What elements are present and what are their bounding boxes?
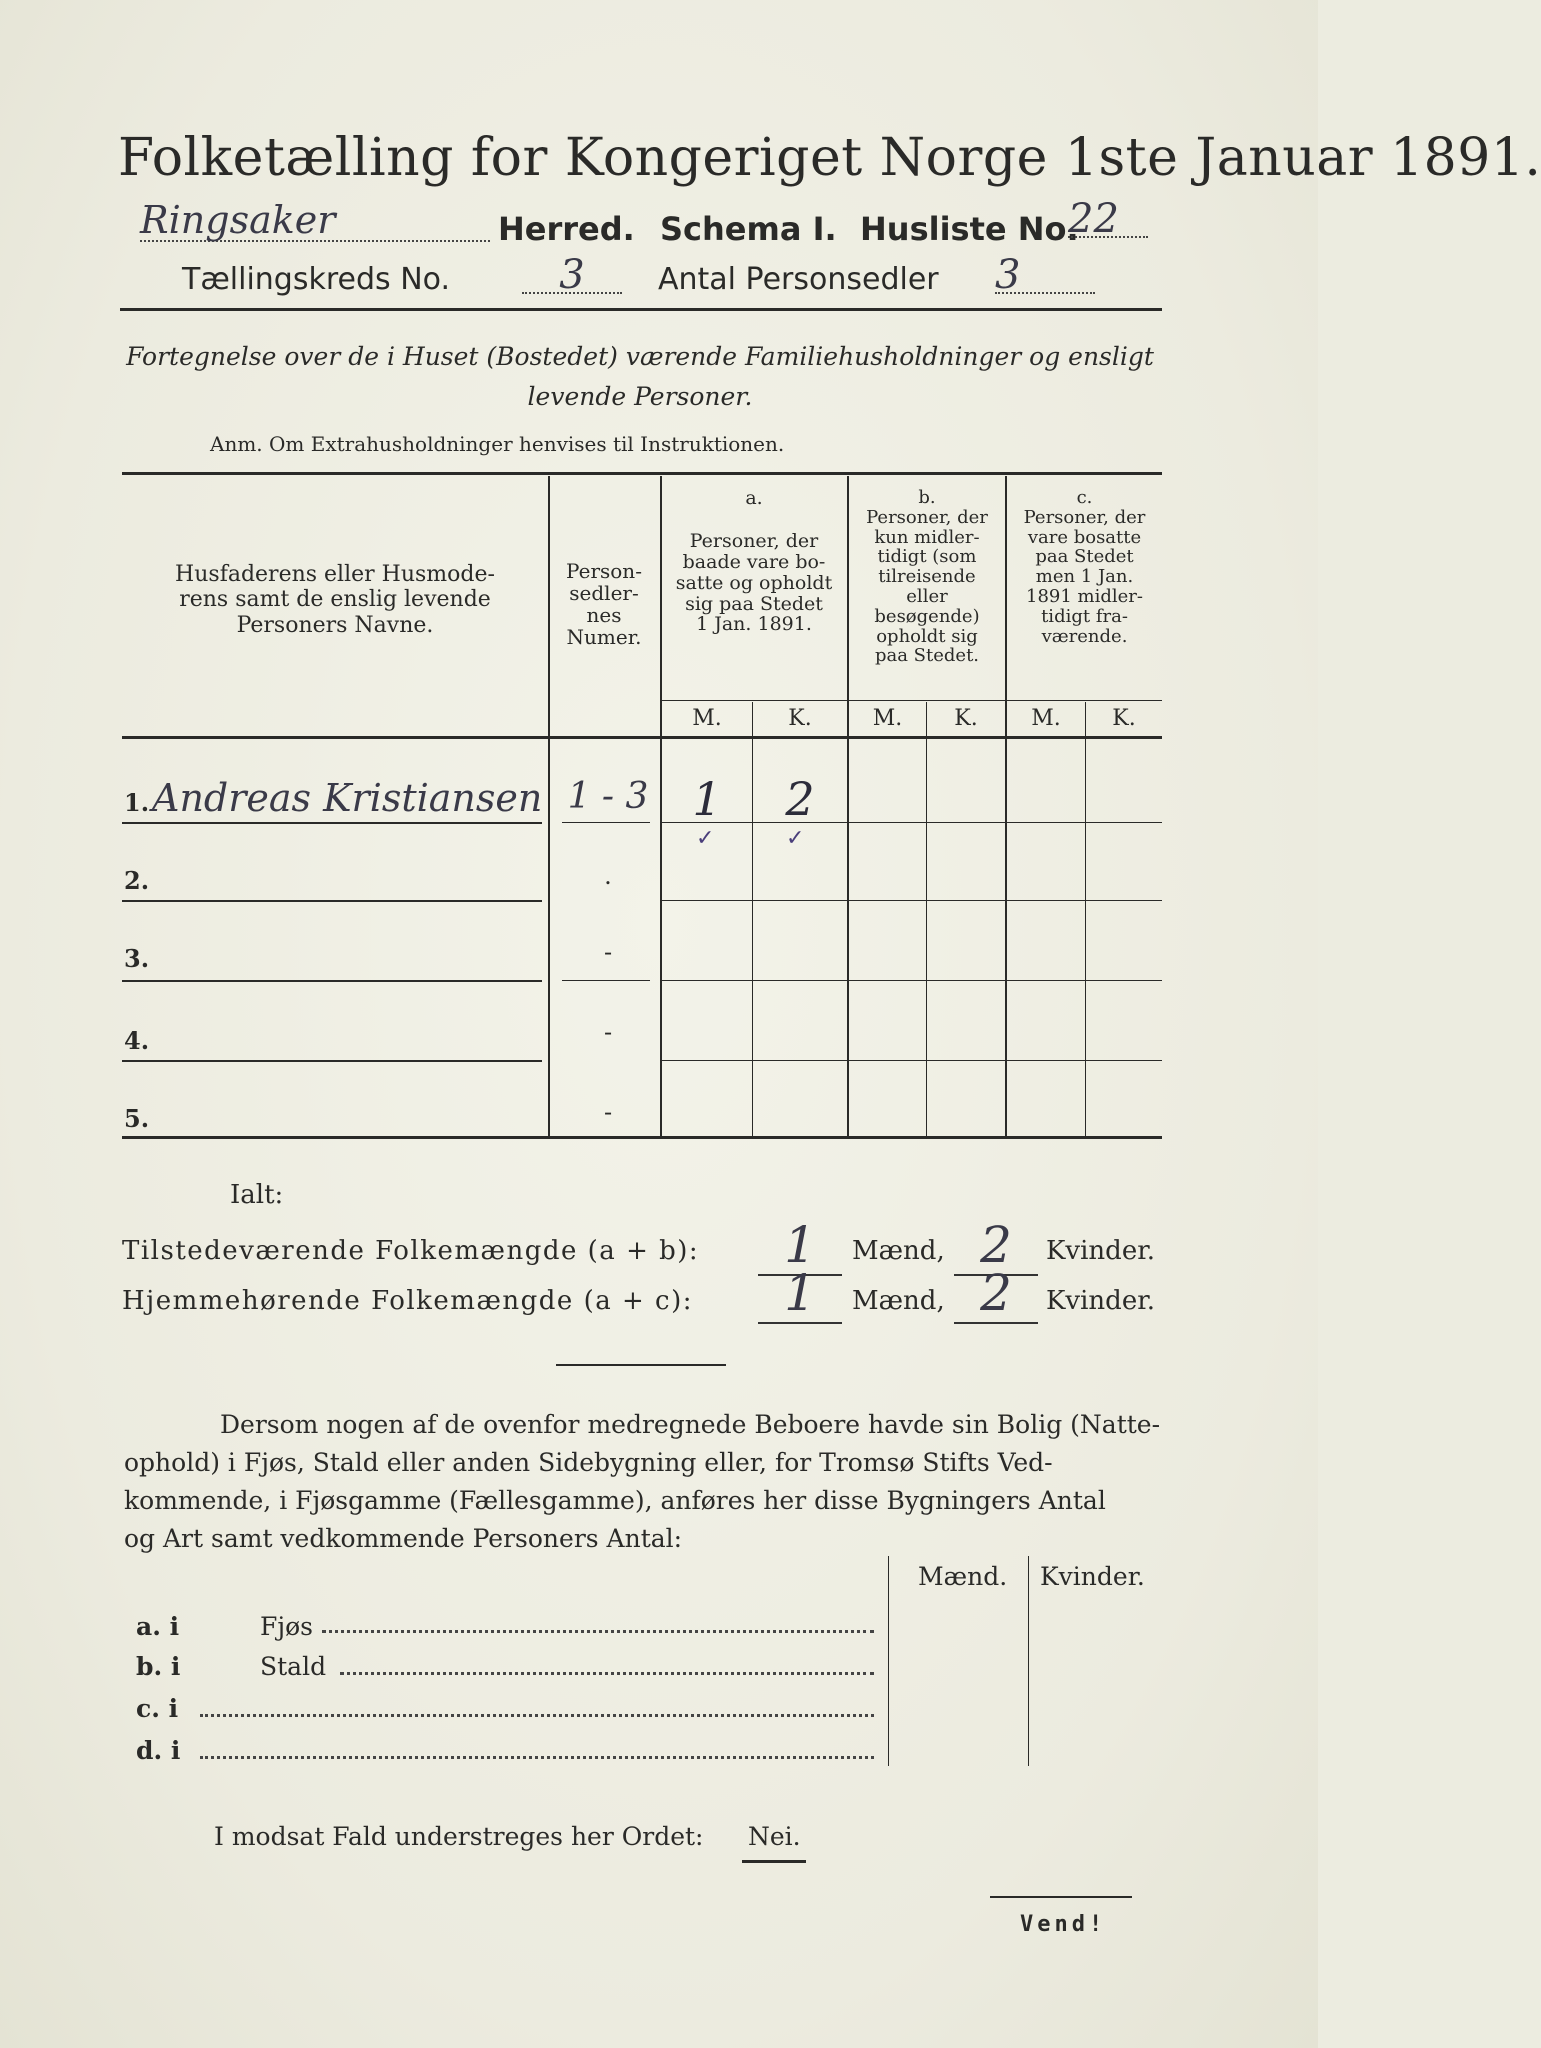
vend-label: Vend! — [1020, 1912, 1107, 1937]
col-b-l5: eller — [906, 585, 948, 607]
col-a-l4: sig paa Stedet — [685, 592, 823, 615]
col-num-l3: nes — [586, 603, 622, 627]
col-kvinder-label: Kvinder. — [1040, 1562, 1145, 1591]
col-c-l3: paa Stedet — [1035, 546, 1134, 568]
vend-rule — [990, 1896, 1132, 1898]
footer-p1: Dersom nogen af de ovenfor medregnede Beboere havde sin Bolig (Natte- — [220, 1410, 1161, 1439]
anm-note: Anm. Om Extrahusholdninger henvises til Instruktionen. — [210, 432, 785, 456]
table-row — [124, 788, 149, 817]
c-m-label: M. — [1031, 706, 1061, 731]
ialt-label: Ialt: — [230, 1180, 284, 1210]
item-b-text: Stald — [260, 1652, 327, 1681]
col-header-b — [849, 488, 1005, 666]
hjem-k: 2 — [954, 1264, 1038, 1324]
col-name-l1: Husfaderens eller Husmode- — [175, 562, 495, 587]
tilst-maend: Mænd, — [852, 1236, 945, 1266]
header-rule — [120, 308, 1162, 311]
form-title: Folketælling for Kongeriget Norge 1ste Januar 1891. — [118, 128, 1541, 188]
col-c-letter: c. — [1076, 487, 1093, 508]
nei-word: Nei. — [748, 1822, 801, 1851]
col-a-l2: baade vare bo- — [682, 550, 826, 573]
col-name-l3: Personers Navne. — [236, 612, 434, 638]
row-number: 4. — [124, 1026, 150, 1055]
row-number: 1. — [124, 788, 150, 817]
col-divider — [926, 702, 927, 1138]
col-a-l5: 1 Jan. 1891. — [696, 613, 812, 636]
col-name-l2: rens samt de enslig levende — [179, 587, 491, 613]
col-header-num — [552, 560, 656, 648]
hjem-m: 1 — [758, 1264, 842, 1324]
col-a-l1: Personer, der — [689, 529, 819, 552]
col-a-letter: a. — [745, 487, 763, 509]
footer-p4: og Art samt vedkommende Personers Antal: — [124, 1524, 683, 1553]
tilst-k: 2 — [954, 1216, 1038, 1276]
hjem-label: Hjemmehørende Folkemængde (a + c): — [122, 1286, 693, 1316]
item-c-label: c. i — [136, 1694, 179, 1723]
husliste-field — [1068, 196, 1148, 242]
col-num-l4: Numer. — [566, 625, 642, 649]
herred-value: Ringsaker — [140, 198, 336, 242]
col-header-a — [662, 488, 846, 635]
col-c-l5: 1891 midler- — [1026, 585, 1143, 607]
footer-p2: ophold) i Fjøs, Stald eller anden Sidebygning eller, for Tromsø Stifts Ved- — [124, 1448, 1053, 1477]
modsat-text: I modsat Fald understreges her Ordet: — [214, 1822, 704, 1851]
row-sedler: - — [603, 1098, 613, 1126]
col-c-l2: vare bosatte — [1027, 526, 1142, 548]
col-num-l1: Person- — [566, 559, 642, 583]
c-k-label: K. — [1112, 706, 1136, 731]
row-sedler: - — [603, 1018, 613, 1046]
kreds-field — [522, 252, 622, 298]
item-a-text: Fjøs — [260, 1612, 313, 1641]
hjem-maend: Mænd, — [852, 1286, 945, 1316]
row-a-m: 1 — [692, 772, 722, 826]
kreds-value: 3 — [559, 252, 585, 298]
item-a-dots — [322, 1630, 874, 1633]
col-c-l6: tidigt fra- — [1041, 605, 1128, 627]
section-divider — [556, 1364, 726, 1366]
b-m-label: M. — [872, 706, 903, 731]
intro-line-1: Fortegnelse over de i Huset (Bostedet) værende Familiehusholdninger og ensligt — [126, 342, 1154, 371]
check-mark-icon: ✓ — [786, 826, 805, 851]
col-num-l2: sedler- — [569, 581, 639, 605]
tilst-kvinder: Kvinder. — [1046, 1236, 1156, 1266]
tilst-label: Tilstedeværende Folkemængde (a + b): — [122, 1236, 700, 1266]
personsedler-label: Antal Personsedler — [658, 262, 939, 297]
col-c-l4: men 1 Jan. — [1035, 566, 1134, 588]
row-rule — [662, 980, 1162, 981]
item-d-dots — [200, 1756, 874, 1759]
col-b-l8: paa Stedet. — [874, 645, 980, 667]
a-k-label: K. — [788, 706, 812, 731]
item-c-dots — [200, 1714, 874, 1717]
row-number: 5. — [124, 1104, 150, 1133]
col-b-l6: besøgende) — [874, 605, 980, 627]
item-a-label: a. i — [136, 1612, 180, 1641]
row-rule — [562, 822, 650, 823]
col-b-l4: tilreisende — [878, 566, 976, 588]
col-b-l3: tidigt (som — [877, 546, 977, 568]
col-b-l1: Personer, der — [866, 506, 988, 528]
row-number: 2. — [124, 866, 150, 895]
herred-field — [140, 198, 490, 242]
row-rule — [562, 980, 650, 981]
col-header-c — [1007, 488, 1162, 646]
col-divider — [548, 476, 550, 1138]
nei-underline — [742, 1860, 806, 1863]
kreds-label: Tællingskreds No. — [182, 262, 450, 297]
row-rule — [122, 900, 542, 902]
row-sedler: 1 - 3 — [567, 776, 649, 817]
col-maend-label: Mænd. — [918, 1562, 1008, 1591]
tilst-m: 1 — [758, 1216, 842, 1276]
row-rule — [662, 900, 1162, 901]
personsedler-value: 3 — [995, 252, 1021, 298]
col-divider — [888, 1556, 889, 1766]
table-top-rule — [122, 472, 1162, 475]
col-b-letter: b. — [918, 487, 936, 508]
col-header-name — [130, 562, 540, 638]
personsedler-field — [995, 252, 1095, 298]
husliste-label: Husliste No. — [860, 210, 1079, 248]
b-k-label: K. — [954, 706, 978, 731]
col-divider — [1028, 1556, 1029, 1766]
mk-rule — [660, 700, 1162, 701]
row-sedler: . — [604, 862, 612, 890]
col-a-l3: satte og opholdt — [675, 571, 833, 594]
row-a-k: 2 — [785, 772, 815, 826]
hjem-kvinder: Kvinder. — [1046, 1286, 1156, 1316]
col-b-l7: opholdt sig — [876, 625, 978, 647]
schema-label: Schema I. — [660, 210, 837, 248]
col-b-l2: kun midler- — [874, 526, 980, 548]
item-b-label: b. i — [136, 1652, 181, 1681]
row-rule — [662, 1060, 1162, 1061]
a-m-label: M. — [692, 706, 722, 731]
husliste-value: 22 — [1068, 196, 1119, 242]
item-b-dots — [340, 1672, 874, 1675]
row-rule — [122, 1060, 542, 1062]
row-rule — [122, 822, 542, 824]
col-c-l1: Personer, der — [1023, 506, 1146, 528]
item-d-label: d. i — [136, 1736, 181, 1765]
row-number: 3. — [124, 944, 150, 973]
col-c-l7: værende. — [1041, 625, 1128, 647]
col-divider — [752, 702, 753, 1138]
col-divider — [1085, 702, 1086, 1138]
footer-p3: kommende, i Fjøsgamme (Fællesgamme), anføres her disse Bygningers Antal — [124, 1486, 1106, 1515]
row-rule — [122, 980, 542, 982]
row-name: Andreas Kristiansen — [152, 776, 543, 820]
check-mark-icon: ✓ — [696, 826, 715, 851]
intro-line-2: levende Personer. — [527, 382, 753, 411]
row-sedler: - — [603, 938, 613, 966]
herred-label: Herred. — [498, 210, 635, 248]
